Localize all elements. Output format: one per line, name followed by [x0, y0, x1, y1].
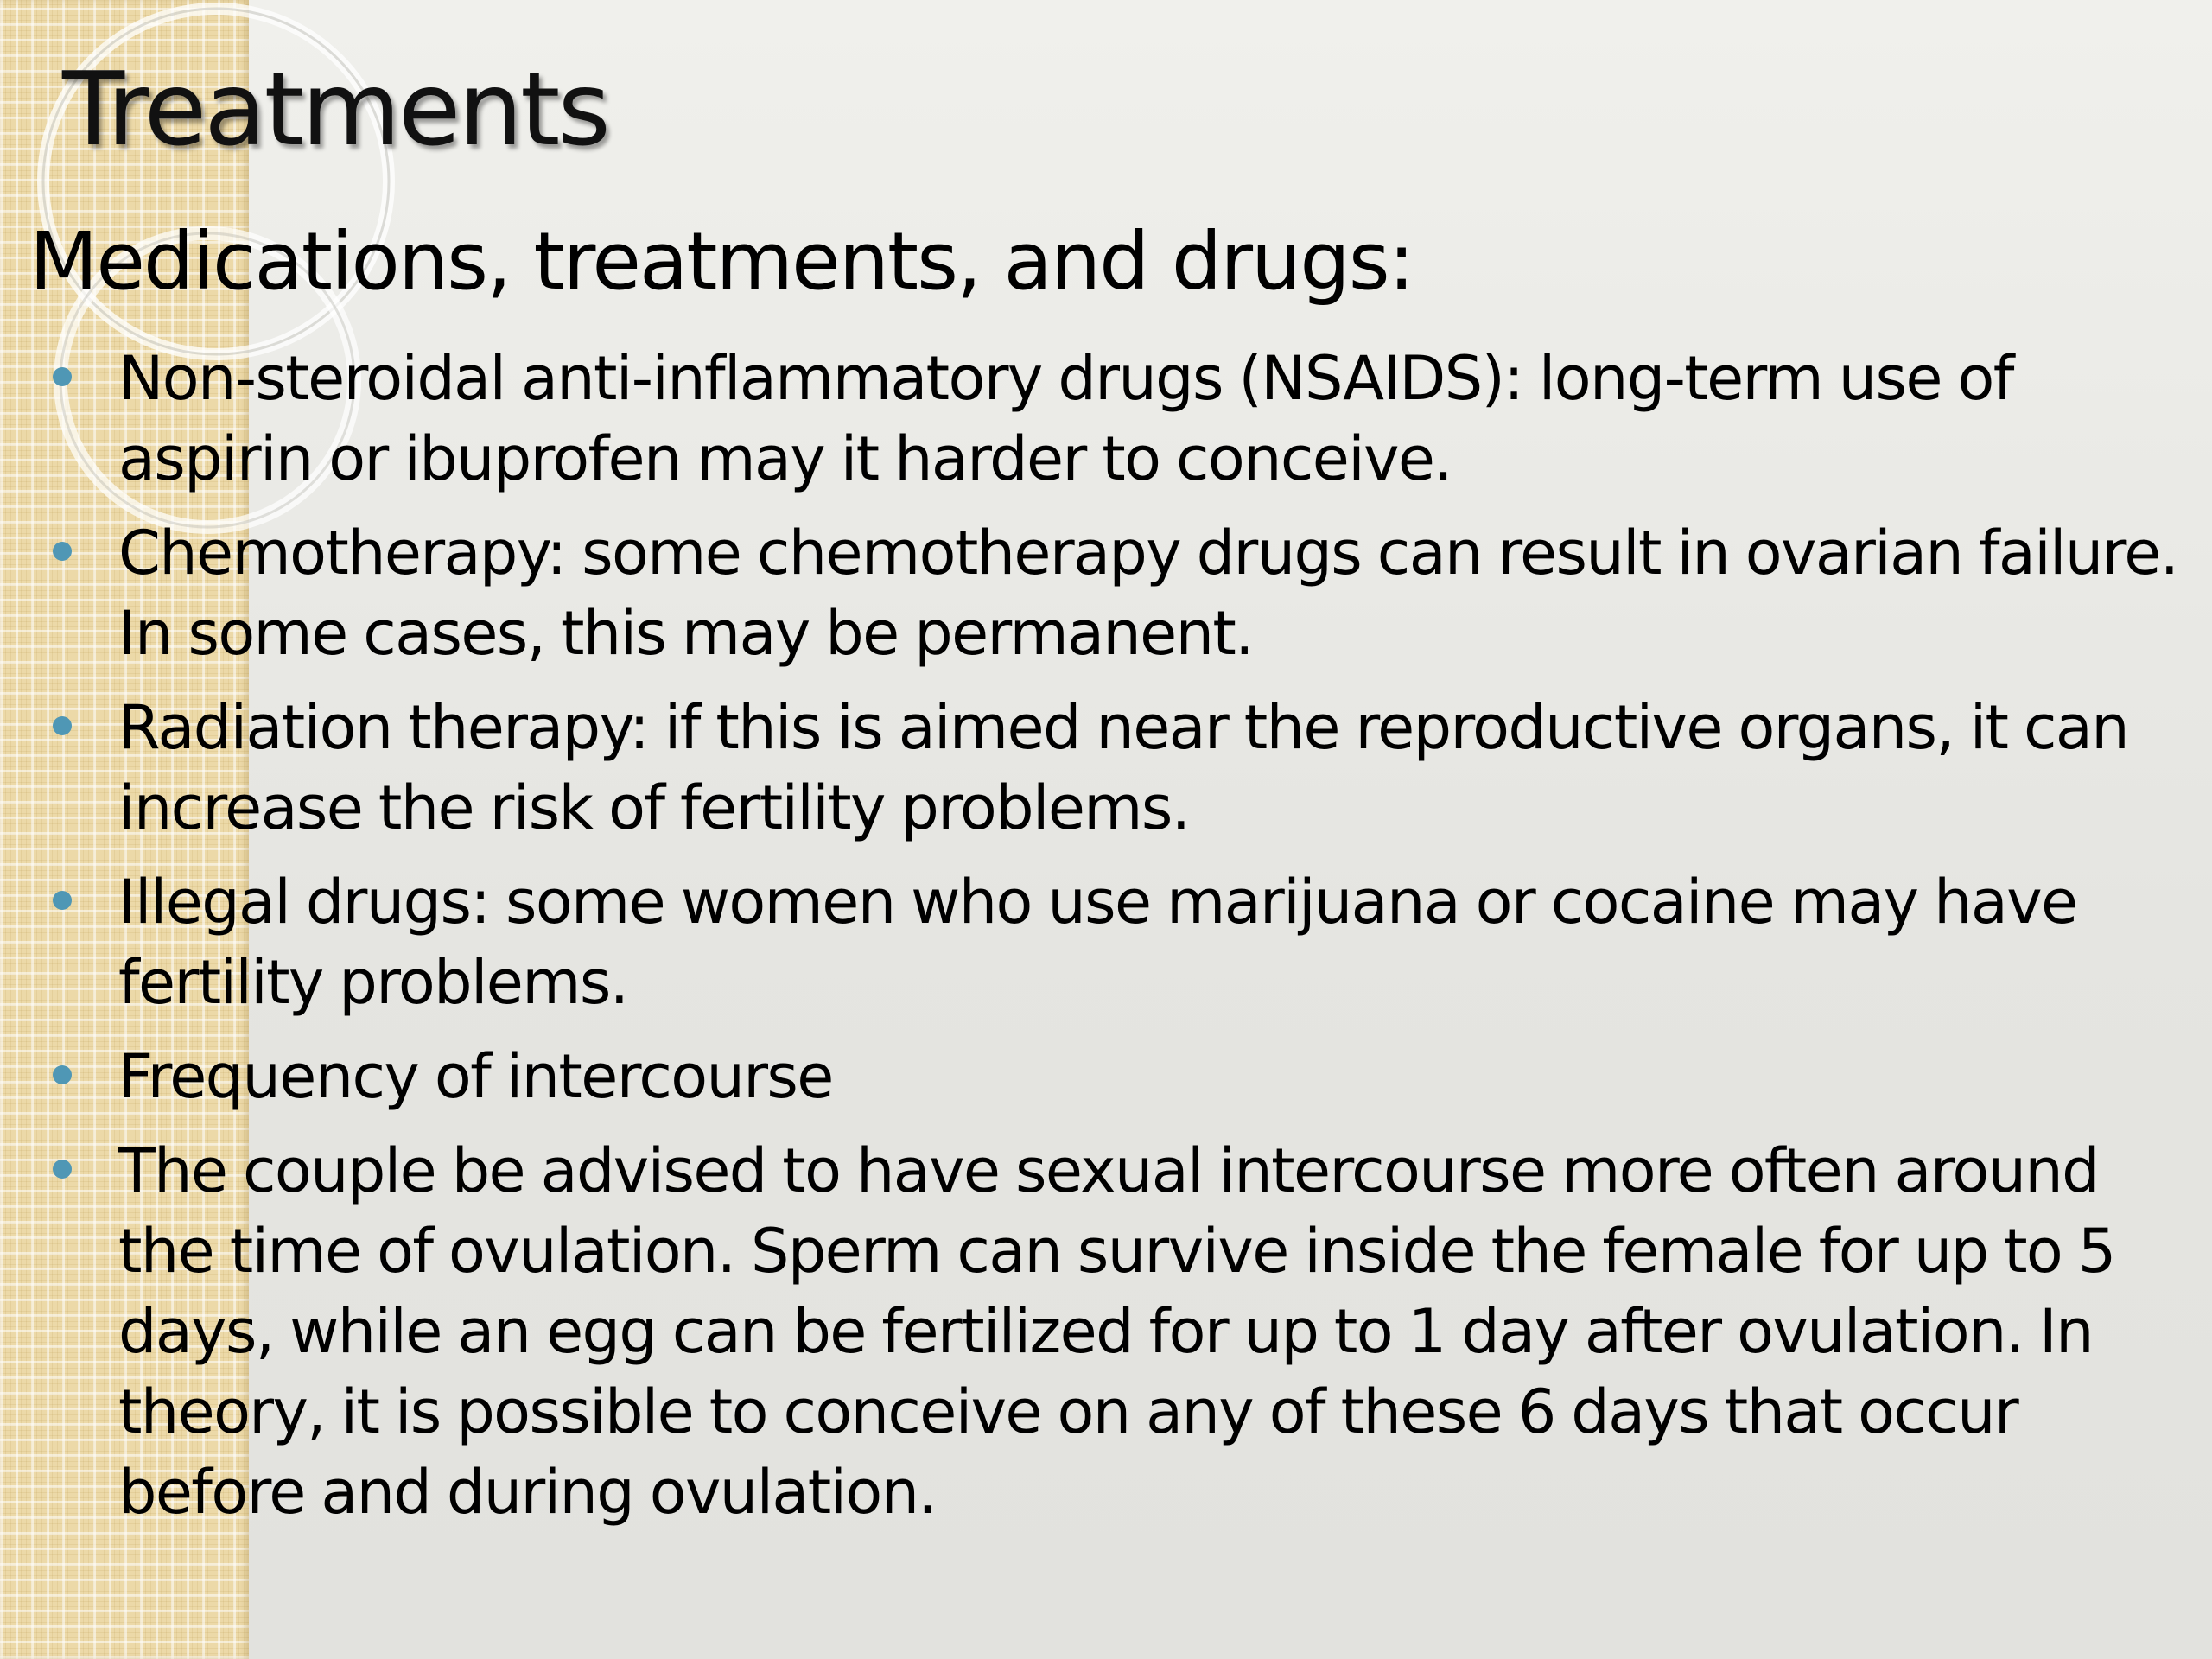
- bullet-dot-icon: [53, 1065, 72, 1084]
- bullet-item-ovulation-advice: [0, 1131, 2212, 1533]
- bullet-dot-icon: [53, 891, 72, 910]
- bullet-item-radiation: [0, 688, 2212, 849]
- slide-title: Treatments: [62, 49, 608, 168]
- bullet-text: Frequency of intercourse: [118, 1041, 833, 1112]
- bullet-dot-icon: [53, 367, 72, 386]
- bullet-item-illegal-drugs: [0, 862, 2212, 1023]
- slide-subtitle: Medications, treatments, and drugs:: [29, 215, 1414, 308]
- bullet-text: Illegal drugs: some women who use marijuana or cocaine may have fertility problems.: [118, 867, 2077, 1018]
- bullet-text: Non-steroidal anti-inflammatory drugs (NSAIDS): long-term use of aspirin or ibuprofen may it harder to conceive.: [118, 343, 2013, 494]
- bullet-dot-icon: [53, 1160, 72, 1179]
- bullet-dot-icon: [53, 542, 72, 561]
- bullet-list: [0, 339, 2212, 1547]
- bullet-text: Chemotherapy: some chemotherapy drugs can result in ovarian failure. In some cases, this may be permanent.: [118, 518, 2178, 669]
- bullet-item-chemotherapy: [0, 513, 2212, 674]
- bullet-item-frequency: [0, 1037, 2212, 1117]
- bullet-dot-icon: [53, 716, 72, 735]
- bullet-text: Radiation therapy: if this is aimed near the reproductive organs, it can increase the risk of fertility problems.: [118, 692, 2128, 843]
- bullet-text: The couple be advised to have sexual intercourse more often around the time of ovulation. Sperm can survive inside the female for up to 5 days, while an egg can be fertilized for up to 1 day after ovulation. In theory, it is possible to conceive on any of these 6 days that occur before and during ovulation.: [118, 1135, 2115, 1528]
- bullet-item-nsaids: [0, 339, 2212, 499]
